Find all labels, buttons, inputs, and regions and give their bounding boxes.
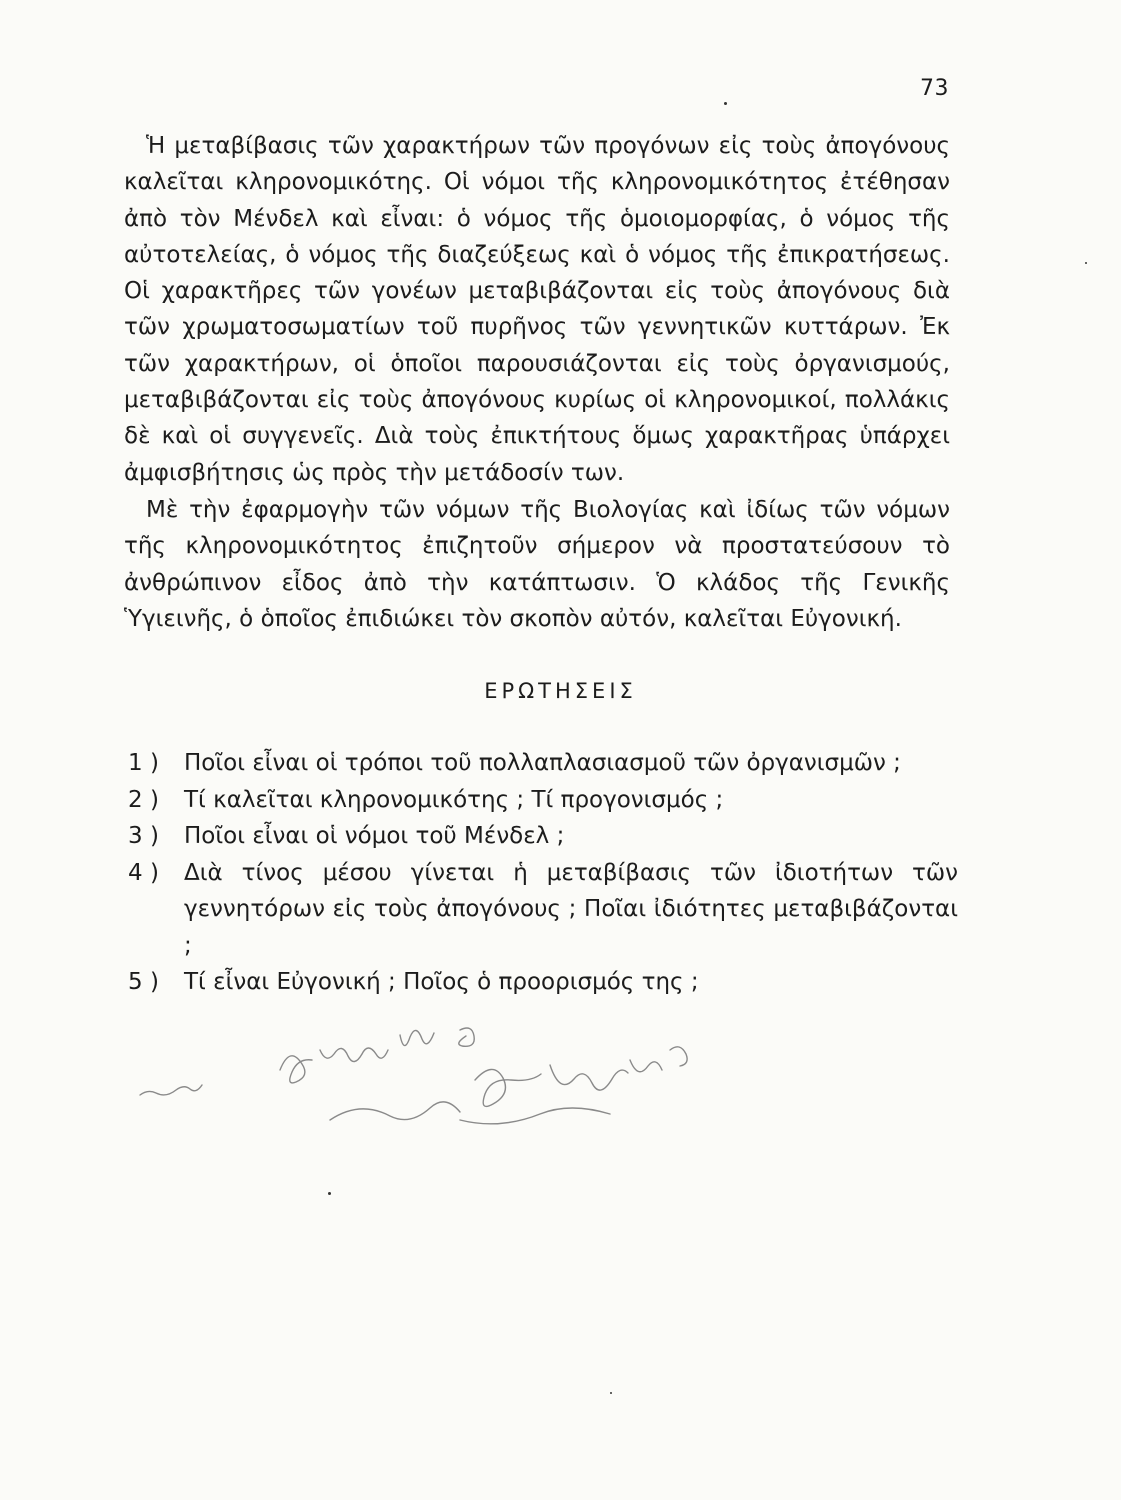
question-text: Διὰ τίνος μέσου γίνεται ἡ μεταβίβασις τῶν ἰδιοτήτων τῶν γεννητόρων εἰς τοὺς ἀπογόνους ; Ποῖαι ἰδιότητες μεταβιβάζονται ;: [184, 859, 958, 959]
questions-list: [128, 745, 958, 1001]
question-item: [128, 745, 958, 782]
body-text: [124, 128, 950, 637]
question-number: 4 ): [128, 859, 159, 886]
handwritten-scribble: [130, 1020, 830, 1155]
question-number: 2 ): [128, 786, 159, 813]
question-text: Τί καλεῖται κληρονομικότης ; Τί προγονισμός ;: [184, 786, 724, 813]
question-number: 1 ): [128, 750, 159, 776]
question-number: 5 ): [128, 969, 159, 995]
question-item: [128, 782, 958, 819]
page-speck: [1085, 262, 1087, 264]
paragraph-eugenics: Μὲ τὴν ἐφαρμογὴν τῶν νόμων τῆς Βιολογίας καὶ ἰδίως τῶν νόμων τῆς κληρονομικότητος ἐπιζητοῦν σήμερον νὰ προστατεύσουν τὸ ἀνθρώπινον εἶδος ἀπὸ τὴν κατάπτωσιν. Ὁ κλάδος τῆς Γενικῆς Ὑγιεινῆς, ὁ ὁποῖος ἐπιδιώκει τὸν σκοπὸν αὐτόν, καλεῖται Εὐγονική.: [124, 496, 950, 632]
question-number: 3 ): [128, 823, 159, 849]
question-item: [128, 818, 958, 855]
question-item: [128, 964, 958, 1001]
paragraph-heredity: Ἡ μεταβίβασις τῶν χαρακτήρων τῶν προγόνων εἰς τοὺς ἀπογόνους καλεῖται κληρονομικότης. Οἱ νόμοι τῆς κληρονομικότητος ἐτέθησαν ἀπὸ τὸν Μένδελ καὶ εἶναι: ὁ νόμος τῆς ὁμοιομορφίας, ὁ νόμος τῆς αὐτοτελείας, ὁ νόμος τῆς διαζεύξεως καὶ ὁ νόμος τῆς ἐπικρατήσεως. Οἱ χαρακτῆρες τῶν γονέων μεταβιβάζονται εἰς τοὺς ἀπογόνους διὰ τῶν χρωματοσωματίων τοῦ πυρῆνος τῶν γεννητικῶν κυττάρων. Ἐκ τῶν χαρακτήρων, οἱ ὁποῖοι παρουσιάζονται εἰς τοὺς ὀργανισμούς, μεταβιβάζονται εἰς τοὺς ἀπογόνους κυρίως οἱ κληρονομικοί, πολλάκις δὲ καὶ οἱ συγγενεῖς. Διὰ τοὺς ἐπικτήτους ὅμως χαρακτῆρας ὑπάρχει ἀμφισβήτησις ὡς πρὸς τὴν μετάδοσίν των.: [124, 133, 950, 486]
question-item: [128, 855, 958, 965]
page-speck: [328, 1192, 331, 1195]
question-text: Ποῖοι εἶναι οἱ νόμοι τοῦ Μένδελ ;: [184, 823, 565, 849]
question-text: Ποῖοι εἶναι οἱ τρόποι τοῦ πολλαπλασιασμοῦ τῶν ὀργανισμῶν ;: [184, 750, 901, 776]
question-text: Τί εἶναι Εὐγονική ; Ποῖος ὁ προορισμός της ;: [184, 969, 699, 995]
questions-heading: ΕΡΩΤΗΣΕΙΣ: [484, 679, 637, 703]
page-number: 73: [920, 76, 949, 101]
page-speck: [610, 1392, 612, 1394]
page-speck: [724, 102, 727, 105]
